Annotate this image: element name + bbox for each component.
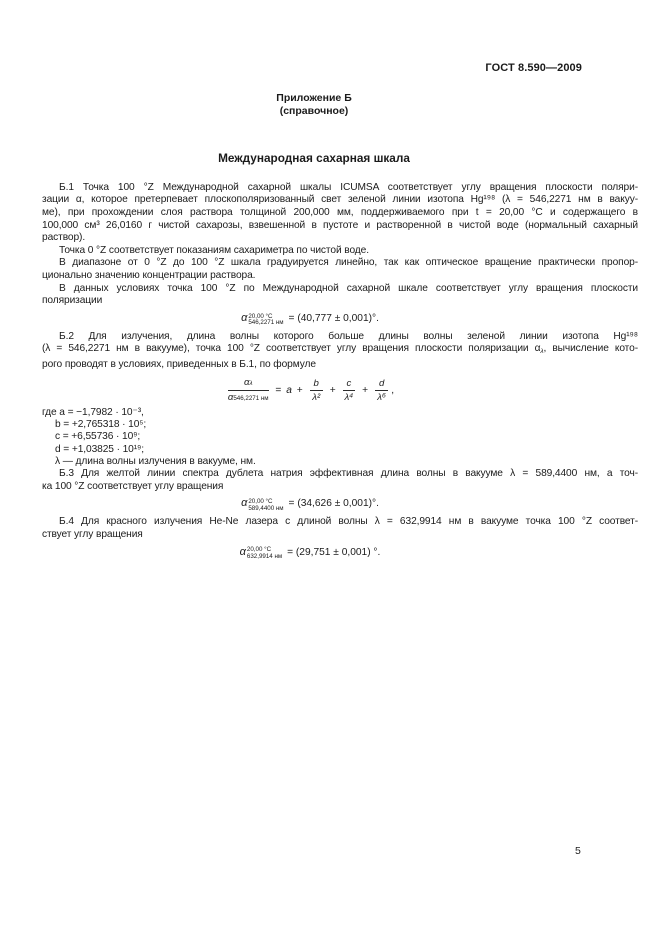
lambda-definition: λ — длина волны излучения в вакууме, нм. xyxy=(55,455,256,467)
constant-c: c = +6,55736 · 10⁹; xyxy=(55,431,141,443)
constant-a: где a = −1,7982 · 10⁻³, xyxy=(42,406,144,418)
appendix-label: Приложение Б xyxy=(276,92,352,104)
numerator: d xyxy=(375,378,388,391)
denominator: λ⁴ xyxy=(344,391,354,403)
paragraph-b4 xyxy=(42,516,638,541)
text-run: , вычисление кото- xyxy=(543,343,638,355)
formula-b1 xyxy=(42,312,578,327)
text-line: поляризации xyxy=(42,295,103,307)
paragraph-b2 xyxy=(42,331,638,372)
numerator xyxy=(228,377,269,391)
appendix-heading xyxy=(42,92,586,119)
alpha-symbol: α xyxy=(241,497,248,510)
alpha-symbol: α xyxy=(241,311,248,324)
denominator: λ² xyxy=(312,391,321,403)
formula-value: = (29,751 ± 0,001) °. xyxy=(287,546,381,558)
subscript: 546,2271 нм xyxy=(233,394,269,402)
numerator: c xyxy=(343,378,356,391)
subscript: 546,2271 нм xyxy=(248,319,284,327)
paragraph-zero-point xyxy=(42,245,638,258)
text-line: В диапазоне от 0 °Z до 100 °Z шкала градуируется линейно, так как оптическое вращение практически пропор- xyxy=(59,257,638,269)
subscript: 632,9914 нм xyxy=(246,553,283,561)
text-line: 100,000 см³ 26,0160 г чистой сахарозы, взвешенной в пустоте и растворенной в чистой воде (нормальный сахарный xyxy=(42,219,638,231)
text-line: ме), при прохождении слоя раствора толщиной 200,000 мм, поддерживаемого при t = 20,00 °C и содержащего в xyxy=(42,207,638,218)
alpha-symbol: α xyxy=(239,545,246,558)
numerator: b xyxy=(310,378,323,391)
plus-sign: + xyxy=(362,384,369,396)
denominator: λ⁶ xyxy=(377,391,386,403)
formula-b2 xyxy=(42,377,578,404)
text-run: (λ = 546,2271 нм в вакууме), точка 100 °Z соответствует углу вращения плоскости поляризации α xyxy=(42,343,541,355)
text-line xyxy=(42,343,638,359)
constant-b: b = +2,765318 · 10⁵; xyxy=(55,418,147,430)
doc-code: ГОСТ 8.590—2009 xyxy=(485,62,582,74)
subscript: 589,4400 нм xyxy=(248,504,284,512)
page-title: Международная сахарная шкала xyxy=(218,150,410,165)
term-b-fraction xyxy=(310,378,323,403)
term-d-fraction xyxy=(375,378,388,403)
alpha-scripts xyxy=(247,547,282,560)
superscript: 20,00 °C xyxy=(246,546,272,554)
subscript: λ xyxy=(249,379,253,387)
comma: , xyxy=(391,384,395,396)
plus-sign: + xyxy=(329,384,336,396)
paragraph-b3 xyxy=(42,468,638,493)
text-line: Б.2 Для излучения, длина волны которого больше длины волны зеленой линии изотопа Hg¹⁹⁸ xyxy=(59,330,638,342)
text-line: В данных условиях точка 100 °Z по Международной сахарной шкале соответствует углу вращения плоскости xyxy=(59,282,638,294)
text-line: ционально значению концентрации раствора. xyxy=(42,269,256,281)
const-a: a xyxy=(286,384,292,396)
equals-sign: = xyxy=(275,384,282,396)
superscript: 20,00 °C xyxy=(248,498,273,506)
superscript: 20,00 °C xyxy=(248,312,273,320)
main-fraction xyxy=(228,377,269,404)
text-line: Б.1 Точка 100 °Z Международной сахарной шкалы ICUMSA соответствует углу вращения плоскости поляри- xyxy=(59,181,638,193)
constants-list xyxy=(42,407,638,468)
text-line: рого проводят в условиях, приведенных в Б.1, по формуле xyxy=(42,359,316,371)
formula-value: = (40,777 ± 0,001)°. xyxy=(288,312,379,324)
formula-b3 xyxy=(42,497,578,512)
text-line: ка 100 °Z соответствует углу вращения xyxy=(42,480,224,492)
page-content xyxy=(42,0,638,565)
alpha-symbol: α xyxy=(243,376,250,388)
appendix-kind: (справочное) xyxy=(279,105,349,118)
page-number: 5 xyxy=(575,845,581,857)
plus-sign: + xyxy=(296,384,303,396)
paragraph-b1 xyxy=(42,182,638,245)
text-line: Б.3 Для желтой линии спектра дублета натрия эффективная длина волны в вакууме λ = 589,4400 нм, а точ- xyxy=(59,468,638,480)
paragraph-conditions xyxy=(42,283,638,308)
text-line: раствор). xyxy=(42,232,86,244)
formula-value: = (34,626 ± 0,001)°. xyxy=(288,498,379,510)
term-c-fraction xyxy=(343,378,356,403)
alpha-scripts xyxy=(248,314,283,327)
text-line: зации α, которое претерпевает плоскополяризованный свет зеленой линии изотопа Hg¹⁹⁸ (λ = 546,2271 нм в вакуу- xyxy=(42,194,638,206)
constant-d: d = +1,03825 · 10¹⁹; xyxy=(55,443,145,455)
formula-b4 xyxy=(42,546,578,561)
alpha-scripts xyxy=(248,499,283,512)
denominator xyxy=(228,391,269,404)
subscript: λ xyxy=(540,348,544,356)
alpha-symbol: α xyxy=(227,391,234,403)
text-line: Б.4 Для красного излучения He-Ne лазера с длиной волны λ = 632,9914 нм в вакууме точка 100 °Z соответ- xyxy=(59,516,638,528)
text-line: Точка 0 °Z соответствует показаниям сахариметра по чистой воде. xyxy=(59,244,369,256)
paragraph-range xyxy=(42,257,638,282)
text-line: ствует углу вращения xyxy=(42,528,143,540)
